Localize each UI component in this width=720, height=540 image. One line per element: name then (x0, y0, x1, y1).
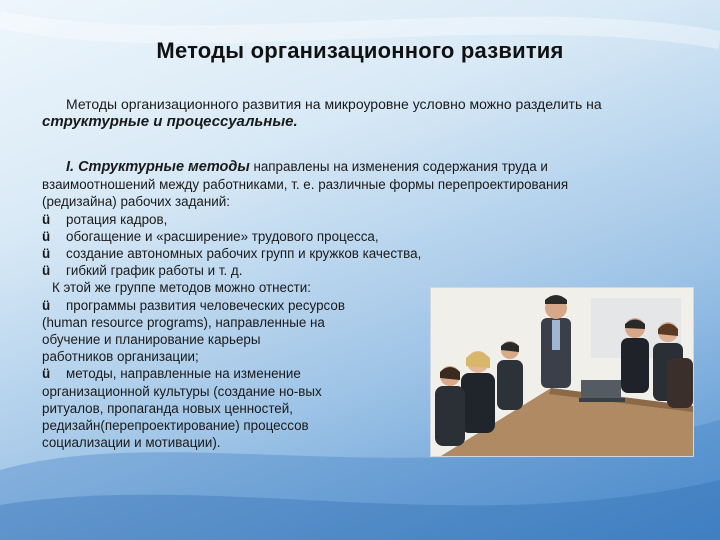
checkmark-icon: ü (42, 246, 51, 262)
bullet-text: обогащение и «расширение» трудового процесса, (66, 228, 379, 244)
bullet-continuation: организационной культуры (создание но-вых (42, 383, 322, 399)
intro-paragraph (42, 96, 692, 130)
bullet-item (42, 262, 692, 279)
bullet-text: ротация кадров, (66, 211, 168, 227)
section-heading: I. Структурные методы (66, 159, 250, 175)
checkmark-icon: ü (42, 211, 51, 227)
bullet-text: методы, направленные на изменение (66, 366, 301, 382)
bullet-item (42, 297, 422, 314)
checkmark-icon: ü (42, 297, 51, 313)
section-heading-line (42, 158, 692, 176)
bullet-item (42, 211, 692, 228)
bullet-item (42, 365, 422, 382)
bullet-text: создание автономных рабочих групп и кружков качества, (66, 246, 422, 262)
checkmark-icon: ü (42, 366, 51, 382)
bullet-item (42, 228, 692, 245)
business-meeting-photo (430, 287, 694, 457)
section-line-3: (редизайна) рабочих заданий: (42, 194, 230, 210)
bullet-continuation: социализации и мотивации). (42, 435, 221, 451)
checkmark-icon: ü (42, 228, 51, 244)
intro-emphasis: структурные и процессуальные. (42, 113, 298, 130)
checkmark-icon: ü (42, 263, 51, 279)
slide-title: Методы организационного развития (156, 38, 564, 63)
extra-bullets (42, 297, 422, 452)
bullet-continuation: редизайн(перепроектирование) процессов (42, 418, 309, 434)
section-line-2: взаимоотношений между работниками, т. е. различные формы перепроектирования (42, 177, 569, 193)
bullet-text: гибкий график работы и т. д. (66, 263, 243, 279)
bullet-continuation: (human resource programs), направленные на (42, 314, 325, 330)
bullet-continuation: ритуалов, пропаганда новых ценностей, (42, 400, 293, 416)
bullet-item (42, 245, 692, 262)
bullet-continuation: обучение и планирование карьеры (42, 332, 261, 348)
bullet-continuation: работников организации; (42, 349, 199, 365)
also-line: К этой же группе методов можно отнести: (52, 280, 311, 296)
intro-lead-text: Методы организационного развития на микроуровне условно можно разделить на (66, 96, 602, 112)
bullet-text: программы развития человеческих ресурсов (66, 297, 345, 313)
section-heading-rest: направлены на изменения содержания труда и (249, 159, 548, 174)
